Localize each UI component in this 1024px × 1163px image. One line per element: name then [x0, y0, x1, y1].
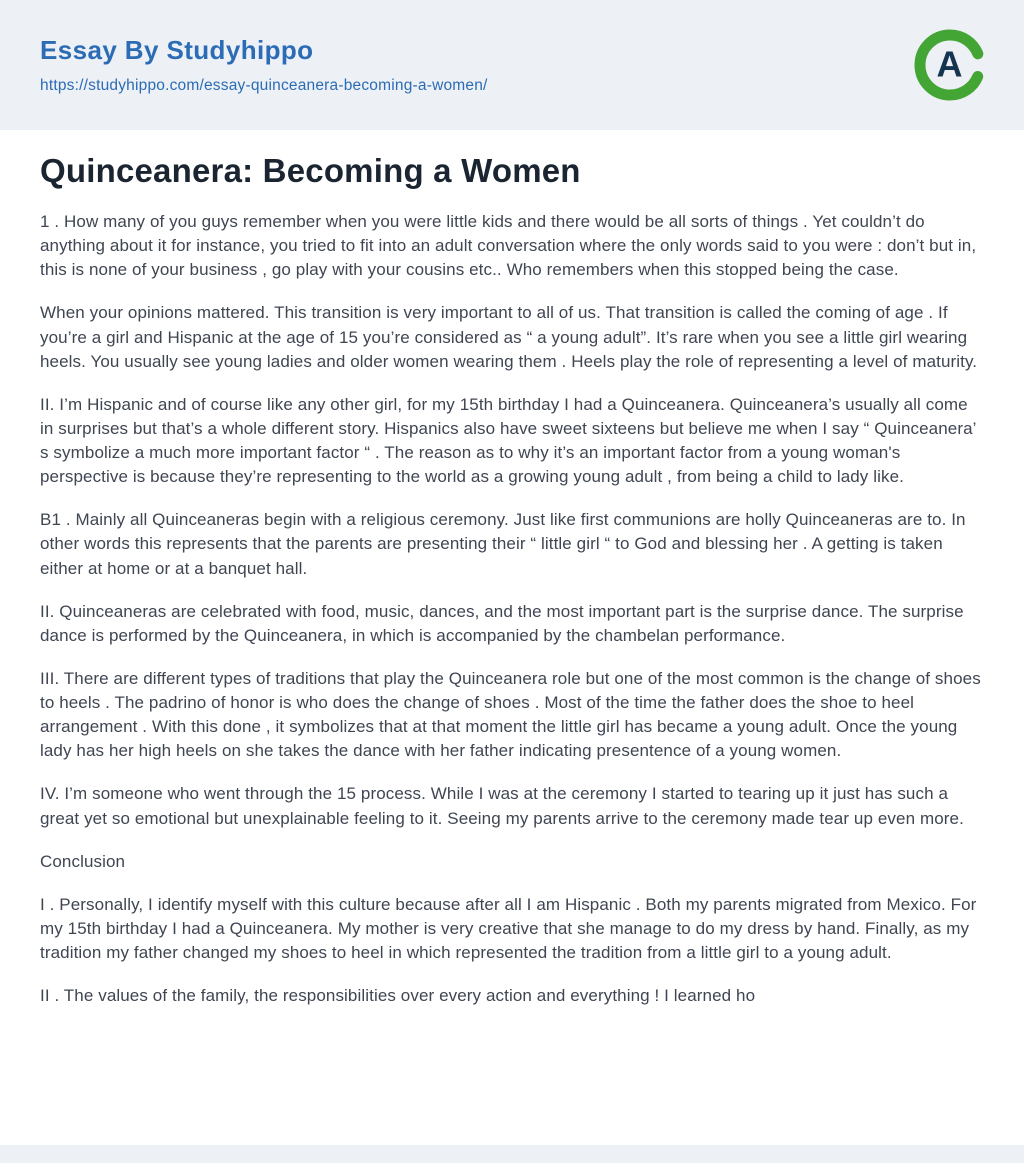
studyhippo-logo[interactable] — [914, 29, 986, 101]
page-footer — [0, 1145, 1024, 1163]
site-title: Essay By Studyhippo — [40, 35, 314, 65]
essay-content — [0, 130, 1024, 1145]
essay-paragraph: B1 . Mainly all Quinceaneras begin with a religious ceremony. Just like first communions are holly Quinceaneras are to. In other words this represents that the parents are presenting their “ little girl “ to God and blessing her . A getting is taken either at home or at a banquet hall. — [40, 510, 966, 578]
essay-paragraph: When your opinions mattered. This transition is very important to all of us. That transition is called the coming of age . If you’re a girl and Hispanic at the age of 15 you’re considered as “ a young adult”. It’s rare when you see a little girl wearing heels. You usually see young ladies and older women wearing them . Heels play the role of representing a level of maturity. — [40, 303, 978, 371]
essay-paragraph: 1 . How many of you guys remember when you were little kids and there would be all sorts of things . Yet couldn’t do anything about it for instance, you tried to fit into an adult conversation where the only words said to you were : don’t but in, this is none of your business , go play with your cousins etc.. Who remembers when this stopped being the case. — [40, 212, 977, 280]
header-text-block — [40, 35, 488, 95]
essay-paragraph-clipped: II . The values of the family, the responsibilities over every action and everything ! I learned ho — [40, 986, 756, 1006]
page-header — [0, 0, 1024, 130]
essay-paragraph-conclusion-heading: Conclusion — [40, 851, 126, 871]
essay-paragraph: II. Quinceaneras are celebrated with food, music, dances, and the most important part is the surprise dance. The surprise dance is performed by the Quinceanera, in which is accompanied by the chambelan performance. — [40, 601, 964, 645]
essay-paragraph: I . Personally, I identify myself with this culture because after all I am Hispanic . Both my parents migrated from Mexico. For my 15th birthday I had a Quinceanera. My mother is very creative that she manage to do my dress by hand. Finally, as my tradition my father changed my shoes to heel in which represented the tradition from a little girl to a young adult. — [40, 894, 977, 962]
essay-paragraph: IV. I’m someone who went through the 15 process. While I was at the ceremony I started to tearing up it just has such a great yet so emotional but unexplainable feeling to it. Seeing my parents arrive to the ceremony made tear up even more. — [40, 784, 964, 828]
essay-paragraph: III. There are different types of traditions that play the Quinceanera role but one of the most common is the change of shoes to heels . The padrino of honor is who does the change of shoes . Most of the time the father does the shoe to heel arrangement . With this done , it symbolizes that at that moment the little girl has became a young adult. Once the young lady has her high heels on she takes the dance with her father indicating presentence of a young women. — [40, 668, 981, 761]
page-url-link[interactable]: https://studyhippo.com/essay-quinceanera-becoming-a-women/ — [40, 77, 488, 94]
logo-letter: A — [936, 43, 963, 85]
essay-paragraph: II. I’m Hispanic and of course like any other girl, for my 15th birthday I had a Quinceanera. Quinceanera’s usually all come in surprises but that’s a whole different story. Hispanics also have sweet sixteens but believe me when I say “ Quinceanera’ s symbolize a much more important factor “ . The reason as to why it’s an important factor from a young woman's perspective is because they’re representing to the world as a growing young adult , from being a child to lady like. — [40, 394, 976, 487]
essay-title: Quinceanera: Becoming a Women — [40, 152, 581, 189]
